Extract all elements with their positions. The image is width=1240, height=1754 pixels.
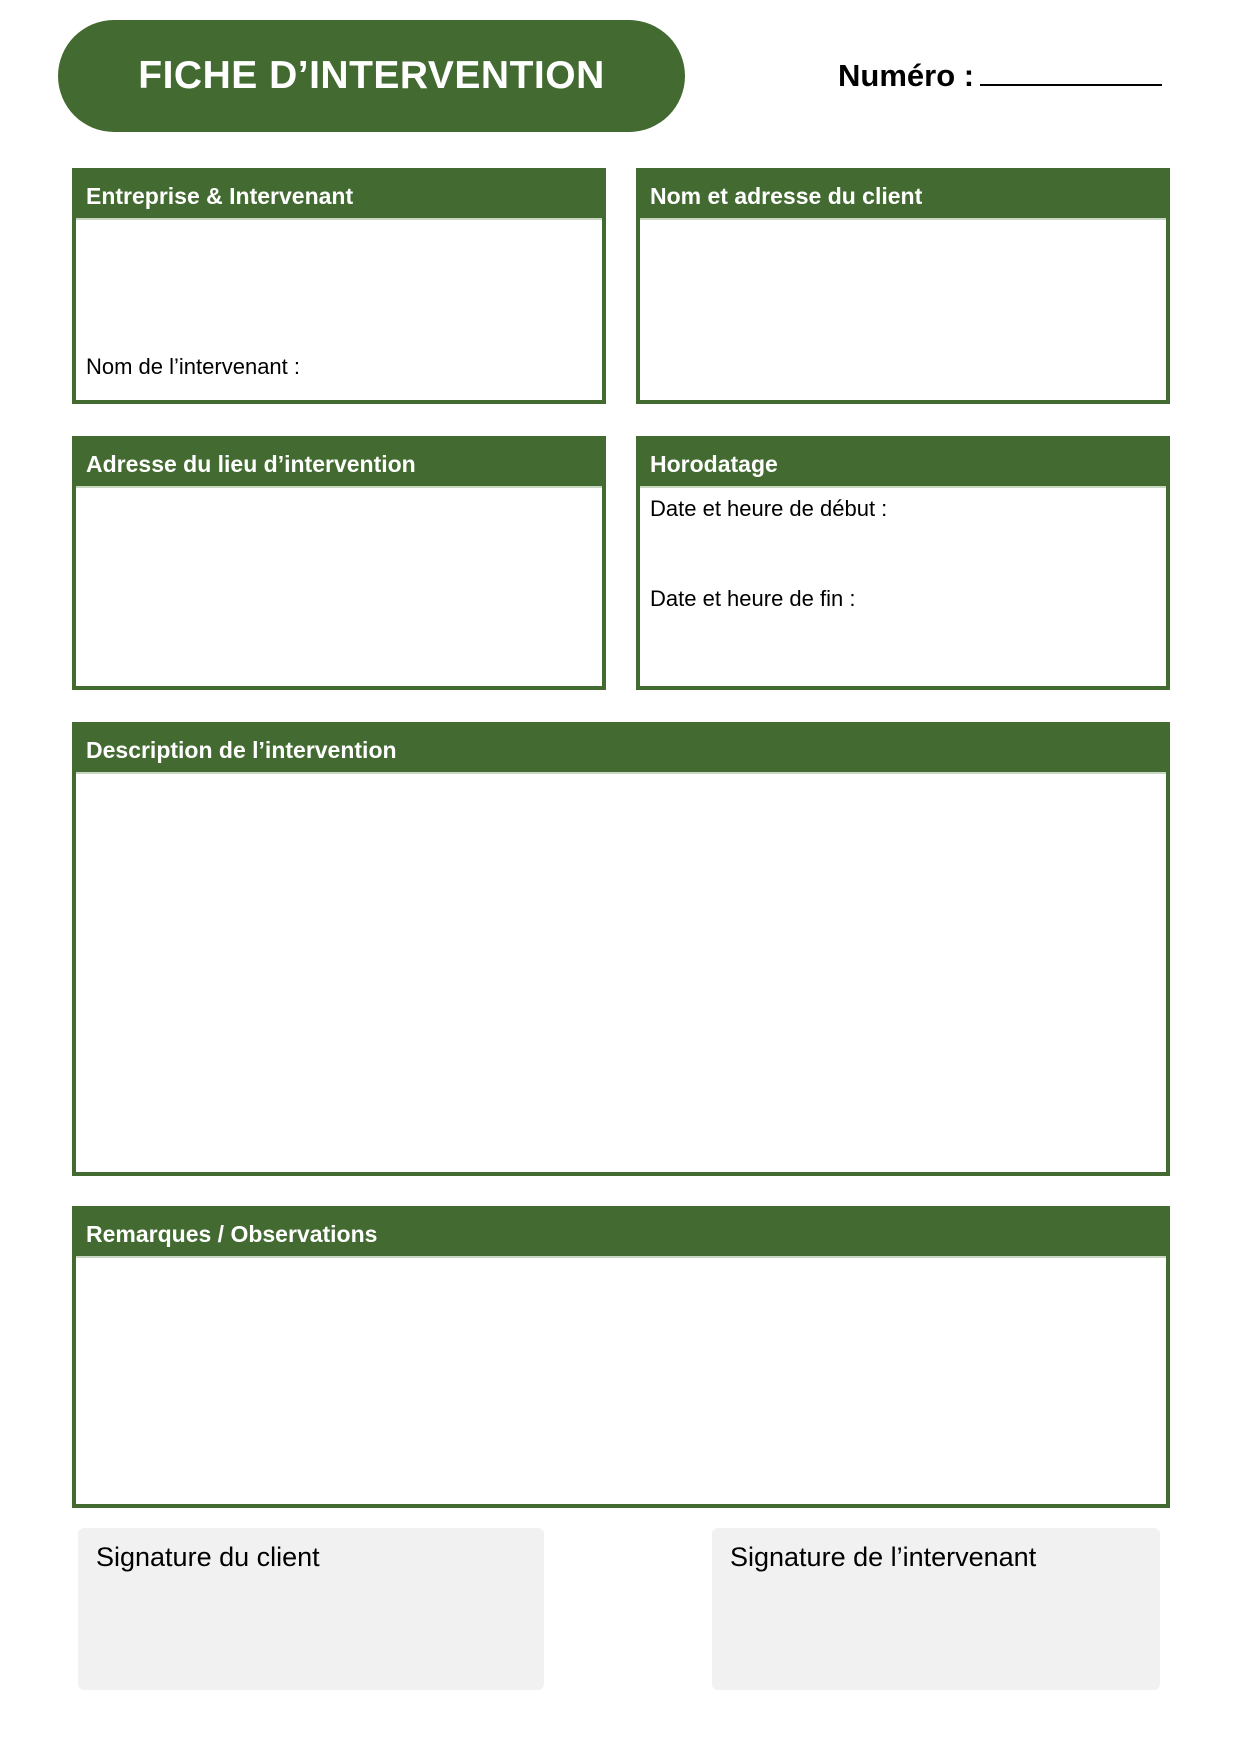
signature-intervenant-box[interactable] xyxy=(712,1528,1160,1690)
lieu-intervention-section[interactable] xyxy=(72,436,606,690)
client-section[interactable] xyxy=(636,168,1170,404)
page-title: FICHE D’INTERVENTION xyxy=(138,54,605,97)
page-title-banner xyxy=(58,20,685,132)
lieu-intervention-section-title: Adresse du lieu d’intervention xyxy=(76,440,602,488)
client-section-title: Nom et adresse du client xyxy=(640,172,1166,220)
entreprise-section xyxy=(72,168,606,404)
intervenant-name-label[interactable]: Nom de l’intervenant : xyxy=(86,354,300,379)
horodatage-section-title: Horodatage xyxy=(640,440,1166,488)
description-section-title: Description de l’intervention xyxy=(76,726,1166,774)
entreprise-section-title: Entreprise & Intervenant xyxy=(76,172,602,220)
fin-label[interactable]: Date et heure de fin : xyxy=(650,586,856,611)
remarques-section-title: Remarques / Observations xyxy=(76,1210,1166,1258)
remarques-section[interactable] xyxy=(72,1206,1170,1508)
horodatage-section xyxy=(636,436,1170,690)
signature-intervenant-label: Signature de l’intervenant xyxy=(730,1542,1037,1572)
signature-client-label: Signature du client xyxy=(96,1542,320,1572)
signature-client-box[interactable] xyxy=(78,1528,544,1690)
description-section[interactable] xyxy=(72,722,1170,1176)
numero-field[interactable] xyxy=(838,56,1162,94)
numero-blank-line[interactable] xyxy=(980,56,1162,86)
numero-label: Numéro : xyxy=(838,58,975,93)
debut-label[interactable]: Date et heure de début : xyxy=(650,496,888,521)
